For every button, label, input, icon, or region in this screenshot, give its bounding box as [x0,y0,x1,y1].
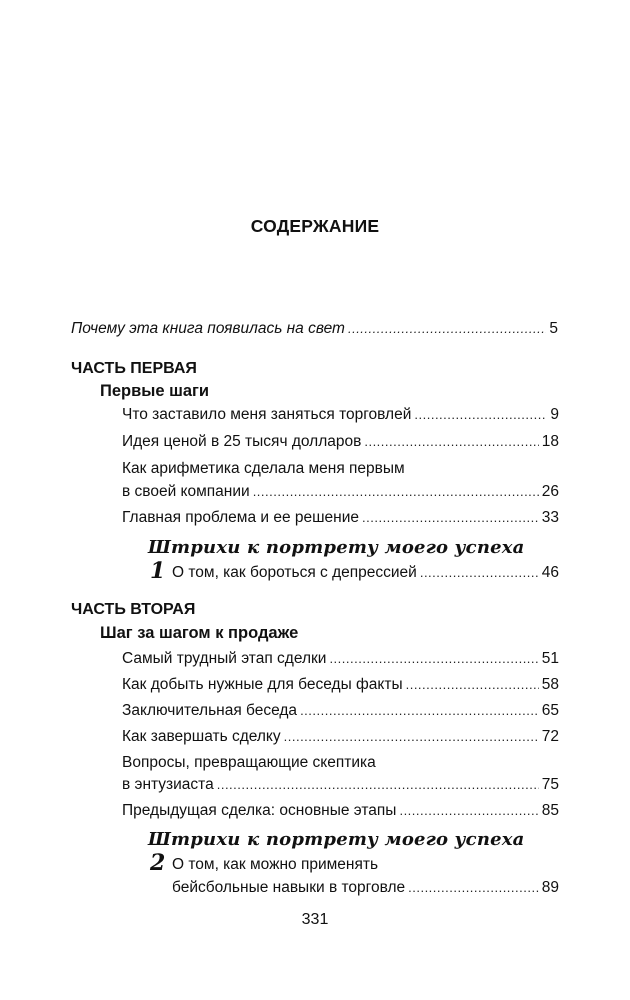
toc-entry-page: 9 [550,406,559,423]
toc-entry-text-line1: Как арифметика сделала меня первым [122,460,405,477]
sketch-number: 1 [150,558,166,584]
toc-entry-text: Как добыть нужные для беседы факты [122,676,403,693]
dot-leader [414,404,547,426]
toc-entry[interactable] [122,648,559,670]
toc-entry[interactable] [122,674,559,696]
toc-entry[interactable] [122,774,559,796]
toc-entry[interactable] [122,507,559,529]
toc-entry-page: 58 [541,676,559,693]
toc-entry[interactable] [122,481,559,503]
toc-entry-text: в своей компании [122,483,250,500]
part-subtitle: Шаг за шагом к продаже [100,624,299,642]
toc-entry-sketch[interactable] [172,877,559,899]
toc-entry[interactable] [122,700,559,722]
toc-entry-text: Идея ценой в 25 тысяч долларов [122,433,362,450]
toc-entry-text: О том, как бороться с депрессией [172,564,417,581]
toc-entry[interactable] [122,726,559,748]
toc-entry-text: Как завершать сделку [122,728,281,745]
toc-entry-page: 75 [541,776,559,793]
toc-entry-sketch[interactable] [172,562,559,584]
dot-leader [284,726,539,748]
toc-entry-text: Заключительная беседа [122,702,298,719]
dot-leader [408,877,539,899]
dot-leader [420,562,539,584]
toc-entry-intro[interactable] [71,318,558,340]
dot-leader [406,674,539,696]
dot-leader [364,431,538,453]
toc-entry[interactable] [122,404,559,426]
toc-entry-page: 5 [549,320,558,337]
dot-leader [362,507,539,529]
toc-entry-text: Что заставило меня заняться торговлей [122,406,412,423]
sketch-heading: Штрихи к портрету моего успеха [148,829,525,850]
toc-entry-text-line1: Вопросы, превращающие скептика [122,754,376,771]
toc-entry-text: бейсбольные навыки в торговле [172,879,406,896]
dot-leader [399,800,538,822]
part-label: ЧАСТЬ ПЕРВАЯ [71,360,197,377]
page-number: 331 [301,911,329,928]
toc-entry-text-line1: О том, как можно применять [172,856,379,873]
page-title: СОДЕРЖАНИЕ [250,216,380,236]
sketch-number: 2 [150,850,166,876]
toc-entry-page: 65 [541,702,559,719]
dot-leader [300,700,539,722]
toc-entry-page: 85 [541,802,559,819]
toc-entry-page: 46 [541,564,559,581]
toc-entry-page: 18 [541,433,559,450]
toc-entry-text: Самый трудный этап сделки [122,650,327,667]
dot-leader [253,481,539,503]
toc-entry-page: 72 [541,728,559,745]
part-label: ЧАСТЬ ВТОРАЯ [71,601,196,618]
sketch-heading: Штрихи к портрету моего успеха [148,537,525,558]
toc-entry[interactable] [122,431,559,453]
toc-entry-text: Предыдущая сделка: основные этапы [122,802,397,819]
toc-entry-text: Почему эта книга появилась на свет [71,320,345,337]
toc-entry[interactable] [122,800,559,822]
part-subtitle: Первые шаги [100,382,210,400]
toc-entry-page: 26 [541,483,559,500]
dot-leader [217,774,539,796]
toc-entry-page: 51 [541,650,559,667]
toc-entry-text: Главная проблема и ее решение [122,509,360,526]
toc-entry-page: 89 [541,879,559,896]
toc-entry-page: 33 [541,509,559,526]
dot-leader [329,648,538,670]
toc-entry-text: в энтузиаста [122,776,214,793]
dot-leader [348,318,546,340]
